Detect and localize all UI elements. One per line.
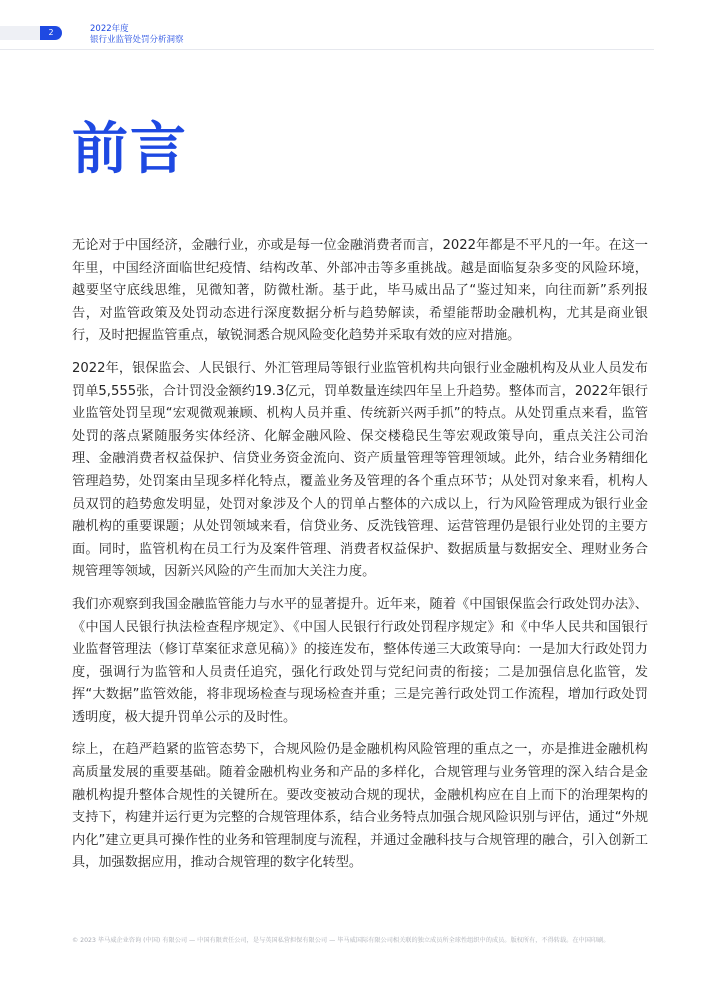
running-header [90,24,184,46]
header-year: 2022年度 [90,24,129,34]
page-title: 前言 [72,117,188,182]
preface-body [72,235,648,885]
paragraph-4: 综上，在趋严趋紧的监管态势下，合规风险仍是金融机构风险管理的重点之一，亦是推进金融机构高质量发展的重要基础。随着金融机构业务和产品的多样化，合规管理与业务管理的深入结合是金融机构提升整体合规性的关键所在。要改变被动合规的现状，金融机构应在自上而下的治理架构的支持下，构建并运行更为完整的合规管理体系，结合业务特点加强合规风险识别与评估，通过“外规内化”建立更具可操作性的业务和管理制度与流程，并通过金融科技与合规管理的融合，引入创新工具，加强数据应用，推动合规管理的数字化转型。 [72,742,648,871]
paragraph-3: 我们亦观察到我国金融监管能力与水平的显著提升。近年来，随着《中国银保监会行政处罚办法》、《中国人民银行执法检查程序规定》、《中国人民银行行政处罚程序规定》和《中华人民共和国银行业监督管理法（修订草案征求意见稿）》的接连发布，整体传递三大政策导向：一是加大行政处罚力度，强调行为监管和人员责任追究，强化行政处罚与党纪问责的衔接；二是加强信息化监管，发挥“大数据”监管效能，将非现场检查与现场检查并重；三是完善行政处罚工作流程，增加行政处罚透明度，极大提升罚单公示的及时性。 [72,596,648,725]
paragraph-2: 2022年，银保监会、人民银行、外汇管理局等银行业监管机构共向银行业金融机构及从业人员发布罚单5,555张，合计罚没金额约19.3亿元，罚单数量连续四年呈上升趋势。整体而言，2022年银行业监管处罚呈现“宏观微观兼顾、机构人员并重、传统新兴两手抓”的特点。从处罚重点来看，监管处罚的落点紧随服务实体经济、化解金融风险、保交楼稳民生等宏观政策导向，重点关注公司治理、金融消费者权益保护、信贷业务资金流向、资产质量管理等管理领域。此外，结合业务精细化管理趋势，处罚案由呈现多样化特点，覆盖业务及管理的各个重点环节；从处罚对象来看，机构人员双罚的趋势愈发明显，处罚对象涉及个人的罚单占整体的六成以上，行为风险管理成为银行业金融机构的重要课题；从处罚领域来看，信贷业务、反洗钱管理、运营管理仍是银行业处罚的主要方面。同时，监管机构在员工行为及案件管理、消费者权益保护、数据质量与数据安全、理财业务合规管理等领域，因新兴风险的产生而加大关注力度。 [72,360,648,580]
paragraph-1: 无论对于中国经济，金融行业，亦或是每一位金融消费者而言，2022年都是不平凡的一年。在这一年里，中国经济面临世纪疫情、结构改革、外部冲击等多重挑战。越是面临复杂多变的风险环境，越要坚守底线思维，见微知著，防微杜渐。基于此，毕马威出品了“鉴过知来，向往而新”系列报告，对监管政策及处罚动态进行深度数据分析与趋势解读，希望能帮助金融机构，尤其是商业银行，及时把握监管重点，敏锐洞悉合规风险变化趋势并采取有效的应对措施。 [72,238,648,344]
page-number-badge: 2 [40,26,62,40]
header-report-title: 银行业监管处罚分析洞察 [90,35,184,45]
copyright-footer: © 2023 毕马威企业咨询 (中国) 有限公司 — 中国有限责任公司，是与英国私营担保有限公司 — 毕马威国际有限公司相关联的独立成员所全球性组织中的成员。版权所有，不得转载。在中国印刷。 [72,937,610,944]
header-divider [0,49,654,50]
